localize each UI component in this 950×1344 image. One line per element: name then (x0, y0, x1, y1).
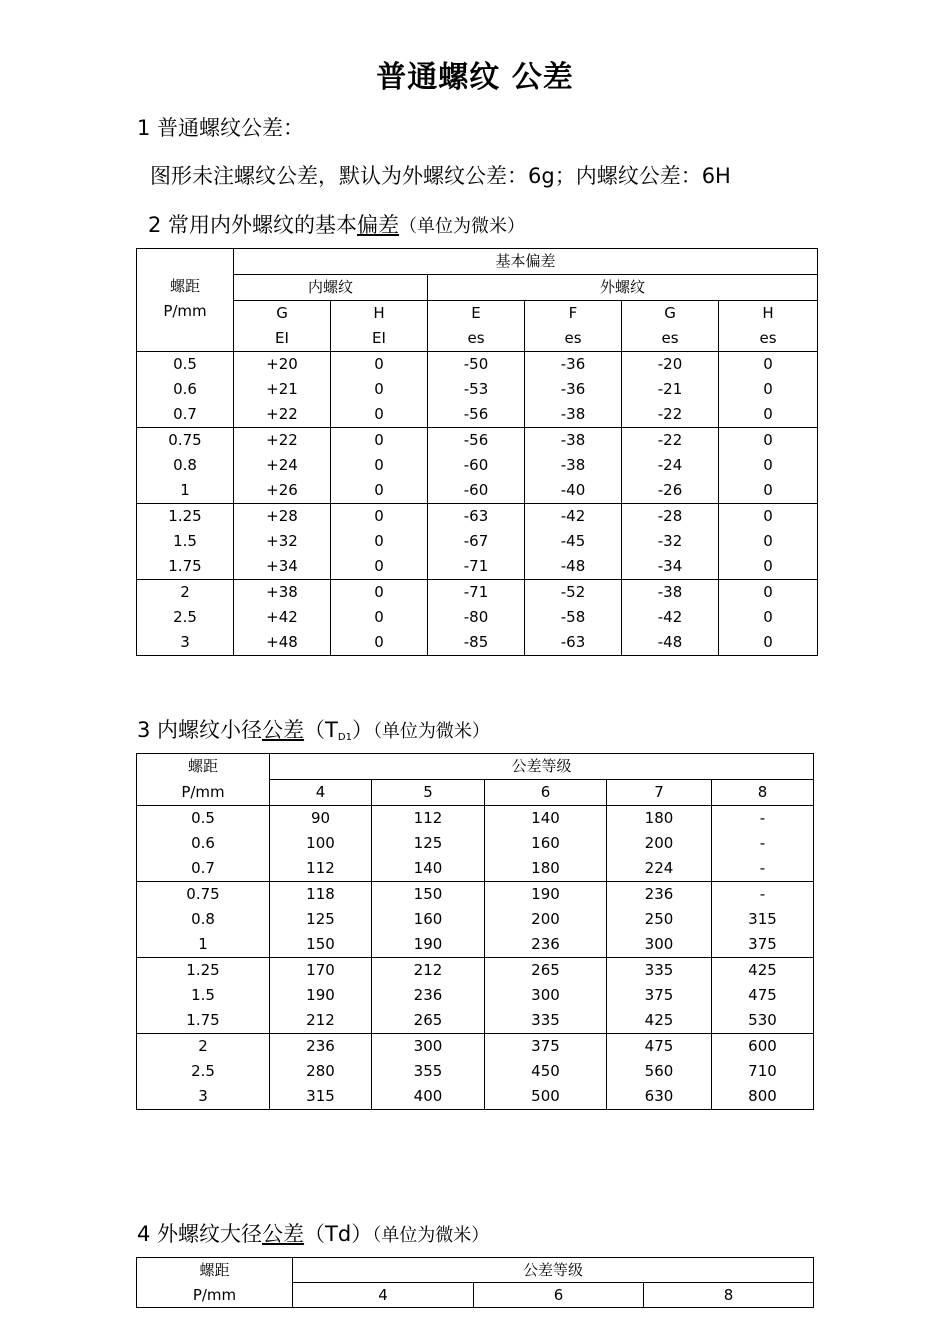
section-3-unit: （单位为微米） (372, 721, 490, 742)
table-row (137, 580, 818, 606)
value-cell: -60 (428, 478, 525, 504)
table-row (137, 1059, 814, 1084)
pitch-cell: 3 (137, 630, 234, 656)
value-cell: 0 (719, 554, 818, 580)
value-cell: 112 (372, 806, 485, 832)
value-cell: 212 (372, 958, 485, 984)
value-cell: -56 (428, 402, 525, 428)
value-cell: 500 (485, 1084, 607, 1110)
table-row (137, 932, 814, 958)
value-cell: -21 (622, 377, 719, 402)
value-cell: 375 (607, 983, 712, 1008)
pitch-cell: 0.5 (137, 352, 234, 378)
table-row (137, 630, 818, 656)
basic-deviation-body (137, 352, 818, 656)
section-4-heading-text: 4 外螺纹大径 (137, 1222, 263, 1246)
value-cell: 118 (270, 882, 372, 908)
grade-header: G (234, 301, 331, 327)
grade-column-header: 6 (474, 1283, 644, 1308)
value-cell: 315 (270, 1084, 372, 1110)
deviation-header: EI (331, 326, 428, 352)
grade-header: E (428, 301, 525, 327)
table-row (137, 453, 818, 478)
value-cell: -85 (428, 630, 525, 656)
value-cell: 425 (712, 958, 814, 984)
value-cell: 100 (270, 831, 372, 856)
value-cell: -63 (525, 630, 622, 656)
value-cell: -32 (622, 529, 719, 554)
section-2-heading-text: 2 常用内外螺纹的基本 (148, 213, 358, 237)
value-cell: 190 (270, 983, 372, 1008)
table-row (137, 983, 814, 1008)
section-1-heading: 1 普通螺纹公差： (137, 116, 305, 140)
pitch-cell: 3 (137, 1084, 270, 1110)
value-cell: +28 (234, 504, 331, 530)
value-cell: 125 (372, 831, 485, 856)
value-cell: 212 (270, 1008, 372, 1034)
value-cell: 140 (485, 806, 607, 832)
section-3-heading-underlined: 公差 (262, 718, 305, 742)
deviation-header: es (622, 326, 719, 352)
value-cell: 400 (372, 1084, 485, 1110)
pitch-cell: 1.25 (137, 504, 234, 530)
value-cell: -63 (428, 504, 525, 530)
value-cell: 190 (372, 932, 485, 958)
value-cell: -45 (525, 529, 622, 554)
value-cell: -52 (525, 580, 622, 606)
value-cell: -38 (525, 402, 622, 428)
value-cell: -71 (428, 580, 525, 606)
deviation-header: es (719, 326, 818, 352)
table-row (137, 428, 818, 454)
table-row (137, 1034, 814, 1060)
value-cell: 0 (331, 605, 428, 630)
value-cell: +21 (234, 377, 331, 402)
pitch-cell: 2 (137, 1034, 270, 1060)
value-cell: 0 (719, 605, 818, 630)
value-cell: 450 (485, 1059, 607, 1084)
value-cell: - (712, 831, 814, 856)
section-3-symbol-sub: D1 (337, 732, 352, 743)
grade-header: F (525, 301, 622, 327)
value-cell: 0 (331, 529, 428, 554)
value-cell: 140 (372, 856, 485, 882)
grade-column-header: 8 (644, 1283, 814, 1308)
value-cell: +38 (234, 580, 331, 606)
section-3-heading-text: 3 内螺纹小径 (137, 718, 263, 742)
value-cell: 112 (270, 856, 372, 882)
value-cell: -42 (622, 605, 719, 630)
value-cell: 530 (712, 1008, 814, 1034)
pitch-cell: 1 (137, 932, 270, 958)
pitch-cell: 1.5 (137, 983, 270, 1008)
value-cell: 265 (372, 1008, 485, 1034)
grade-column-header: 4 (270, 780, 372, 806)
grade-column-header: 5 (372, 780, 485, 806)
value-cell: -38 (622, 580, 719, 606)
value-cell: 300 (485, 983, 607, 1008)
section-2-unit: （单位为微米） (399, 216, 526, 237)
value-cell: 90 (270, 806, 372, 832)
value-cell: 475 (607, 1034, 712, 1060)
table-row (137, 529, 818, 554)
section-4-unit: （单位为微米） (372, 1225, 490, 1246)
table-row (137, 352, 818, 378)
value-cell: 0 (719, 377, 818, 402)
tolerance-grade-header: 公差等级 (270, 754, 814, 780)
value-cell: -42 (525, 504, 622, 530)
grade-column-header: 6 (485, 780, 607, 806)
pitch-header-unit: P/mm (137, 780, 270, 806)
value-cell: 300 (607, 932, 712, 958)
pitch-cell: 0.6 (137, 377, 234, 402)
value-cell: 150 (372, 882, 485, 908)
value-cell: 125 (270, 907, 372, 932)
value-cell: -58 (525, 605, 622, 630)
pitch-cell: 2 (137, 580, 234, 606)
grade-header: H (331, 301, 428, 327)
value-cell: 0 (719, 580, 818, 606)
deviation-header: EI (234, 326, 331, 352)
value-cell: 236 (485, 932, 607, 958)
value-cell: 0 (719, 504, 818, 530)
value-cell: -20 (622, 352, 719, 378)
value-cell: -38 (525, 428, 622, 454)
pitch-cell: 0.5 (137, 806, 270, 832)
table-row (137, 1084, 814, 1110)
value-cell: 170 (270, 958, 372, 984)
value-cell: -56 (428, 428, 525, 454)
value-cell: 0 (331, 428, 428, 454)
major-diameter-tolerance-table (136, 1257, 814, 1308)
value-cell: 0 (331, 478, 428, 504)
value-cell: 630 (607, 1084, 712, 1110)
value-cell: 0 (719, 428, 818, 454)
value-cell: 150 (270, 932, 372, 958)
value-cell: -48 (622, 630, 719, 656)
basic-deviation-header: 基本偏差 (234, 249, 818, 275)
pitch-cell: 2.5 (137, 605, 234, 630)
value-cell: 0 (331, 453, 428, 478)
section-4-symbol: （Td） (304, 1222, 373, 1246)
tolerance-grade-header: 公差等级 (293, 1258, 814, 1283)
grade-column-header: 4 (293, 1283, 474, 1308)
table-row (137, 504, 818, 530)
deviation-header: es (525, 326, 622, 352)
grade-column-header: 7 (607, 780, 712, 806)
value-cell: 335 (485, 1008, 607, 1034)
pitch-header-unit: P/mm (163, 302, 207, 320)
table-row (137, 478, 818, 504)
minor-diameter-tolerance-table (136, 753, 814, 1110)
external-thread-header: 外螺纹 (428, 275, 818, 301)
page-title: 普通螺纹 公差 (376, 60, 574, 95)
section-4-heading-underlined: 公差 (262, 1222, 305, 1246)
pitch-cell: 0.7 (137, 402, 234, 428)
section-3-symbol-open: （T (304, 718, 338, 742)
value-cell: -71 (428, 554, 525, 580)
value-cell: 0 (331, 630, 428, 656)
value-cell: -24 (622, 453, 719, 478)
table-row (137, 882, 814, 908)
pitch-header-label: 螺距 (169, 277, 200, 295)
value-cell: 355 (372, 1059, 485, 1084)
section-1-text: 图形未注螺纹公差，默认为外螺纹公差：6g；内螺纹公差：6H (150, 164, 731, 188)
value-cell: 300 (372, 1034, 485, 1060)
value-cell: -36 (525, 377, 622, 402)
pitch-cell: 0.75 (137, 428, 234, 454)
value-cell: -48 (525, 554, 622, 580)
value-cell: 160 (372, 907, 485, 932)
value-cell: 265 (485, 958, 607, 984)
value-cell: 0 (719, 478, 818, 504)
value-cell: +20 (234, 352, 331, 378)
pitch-cell: 1.5 (137, 529, 234, 554)
value-cell: 200 (607, 831, 712, 856)
value-cell: -22 (622, 402, 719, 428)
pitch-header (137, 249, 234, 352)
value-cell: 180 (485, 856, 607, 882)
value-cell: 236 (270, 1034, 372, 1060)
value-cell: 0 (719, 630, 818, 656)
value-cell: 0 (719, 529, 818, 554)
deviation-header: es (428, 326, 525, 352)
value-cell: -67 (428, 529, 525, 554)
value-cell: -34 (622, 554, 719, 580)
table-row (137, 958, 814, 984)
value-cell: 710 (712, 1059, 814, 1084)
value-cell: 800 (712, 1084, 814, 1110)
pitch-cell: 0.7 (137, 856, 270, 882)
value-cell: 0 (331, 504, 428, 530)
value-cell: 236 (607, 882, 712, 908)
value-cell: +22 (234, 402, 331, 428)
value-cell: 224 (607, 856, 712, 882)
table-row (137, 377, 818, 402)
value-cell: - (712, 882, 814, 908)
value-cell: +24 (234, 453, 331, 478)
table-row (137, 1008, 814, 1034)
value-cell: -28 (622, 504, 719, 530)
pitch-cell: 1.75 (137, 1008, 270, 1034)
value-cell: 0 (331, 377, 428, 402)
value-cell: +26 (234, 478, 331, 504)
value-cell: - (712, 856, 814, 882)
value-cell: +48 (234, 630, 331, 656)
value-cell: -36 (525, 352, 622, 378)
value-cell: -53 (428, 377, 525, 402)
table-row (137, 806, 814, 832)
value-cell: 250 (607, 907, 712, 932)
pitch-header-label: 螺距 (137, 1258, 293, 1283)
value-cell: 375 (485, 1034, 607, 1060)
value-cell: -40 (525, 478, 622, 504)
value-cell: 315 (712, 907, 814, 932)
section-4-heading (137, 1218, 489, 1248)
table-row (137, 831, 814, 856)
value-cell: +34 (234, 554, 331, 580)
value-cell: -38 (525, 453, 622, 478)
value-cell: -50 (428, 352, 525, 378)
table-row (137, 605, 818, 630)
pitch-header-unit: P/mm (137, 1283, 293, 1308)
value-cell: 200 (485, 907, 607, 932)
pitch-cell: 0.8 (137, 453, 234, 478)
value-cell: -26 (622, 478, 719, 504)
value-cell: +32 (234, 529, 331, 554)
table-row (137, 856, 814, 882)
value-cell: +22 (234, 428, 331, 454)
section-3-symbol-close: ） (351, 718, 373, 742)
section-2-heading-underlined: 偏差 (357, 213, 400, 237)
value-cell: 560 (607, 1059, 712, 1084)
value-cell: 160 (485, 831, 607, 856)
value-cell: 0 (331, 402, 428, 428)
value-cell: 600 (712, 1034, 814, 1060)
pitch-cell: 1 (137, 478, 234, 504)
table-row (137, 402, 818, 428)
value-cell: 280 (270, 1059, 372, 1084)
pitch-header-label: 螺距 (137, 754, 270, 780)
value-cell: 0 (331, 580, 428, 606)
pitch-cell: 0.75 (137, 882, 270, 908)
table-row (137, 554, 818, 580)
basic-deviation-table (136, 248, 818, 656)
grade-header: G (622, 301, 719, 327)
value-cell: 375 (712, 932, 814, 958)
grade-header: H (719, 301, 818, 327)
value-cell: 0 (331, 352, 428, 378)
value-cell: 475 (712, 983, 814, 1008)
pitch-cell: 1.75 (137, 554, 234, 580)
value-cell: 335 (607, 958, 712, 984)
value-cell: -80 (428, 605, 525, 630)
value-cell: 0 (331, 554, 428, 580)
value-cell: 236 (372, 983, 485, 1008)
grade-column-header: 8 (712, 780, 814, 806)
pitch-cell: 1.25 (137, 958, 270, 984)
value-cell: -60 (428, 453, 525, 478)
minor-diameter-body (137, 806, 814, 1110)
value-cell: 190 (485, 882, 607, 908)
section-3-heading (137, 714, 490, 744)
value-cell: - (712, 806, 814, 832)
table-row (137, 907, 814, 932)
pitch-cell: 0.8 (137, 907, 270, 932)
section-2-heading (148, 209, 525, 239)
pitch-cell: 0.6 (137, 831, 270, 856)
value-cell: 0 (719, 352, 818, 378)
pitch-cell: 2.5 (137, 1059, 270, 1084)
value-cell: -22 (622, 428, 719, 454)
internal-thread-header: 内螺纹 (234, 275, 428, 301)
value-cell: 0 (719, 453, 818, 478)
value-cell: 425 (607, 1008, 712, 1034)
value-cell: 0 (719, 402, 818, 428)
value-cell: 180 (607, 806, 712, 832)
value-cell: +42 (234, 605, 331, 630)
